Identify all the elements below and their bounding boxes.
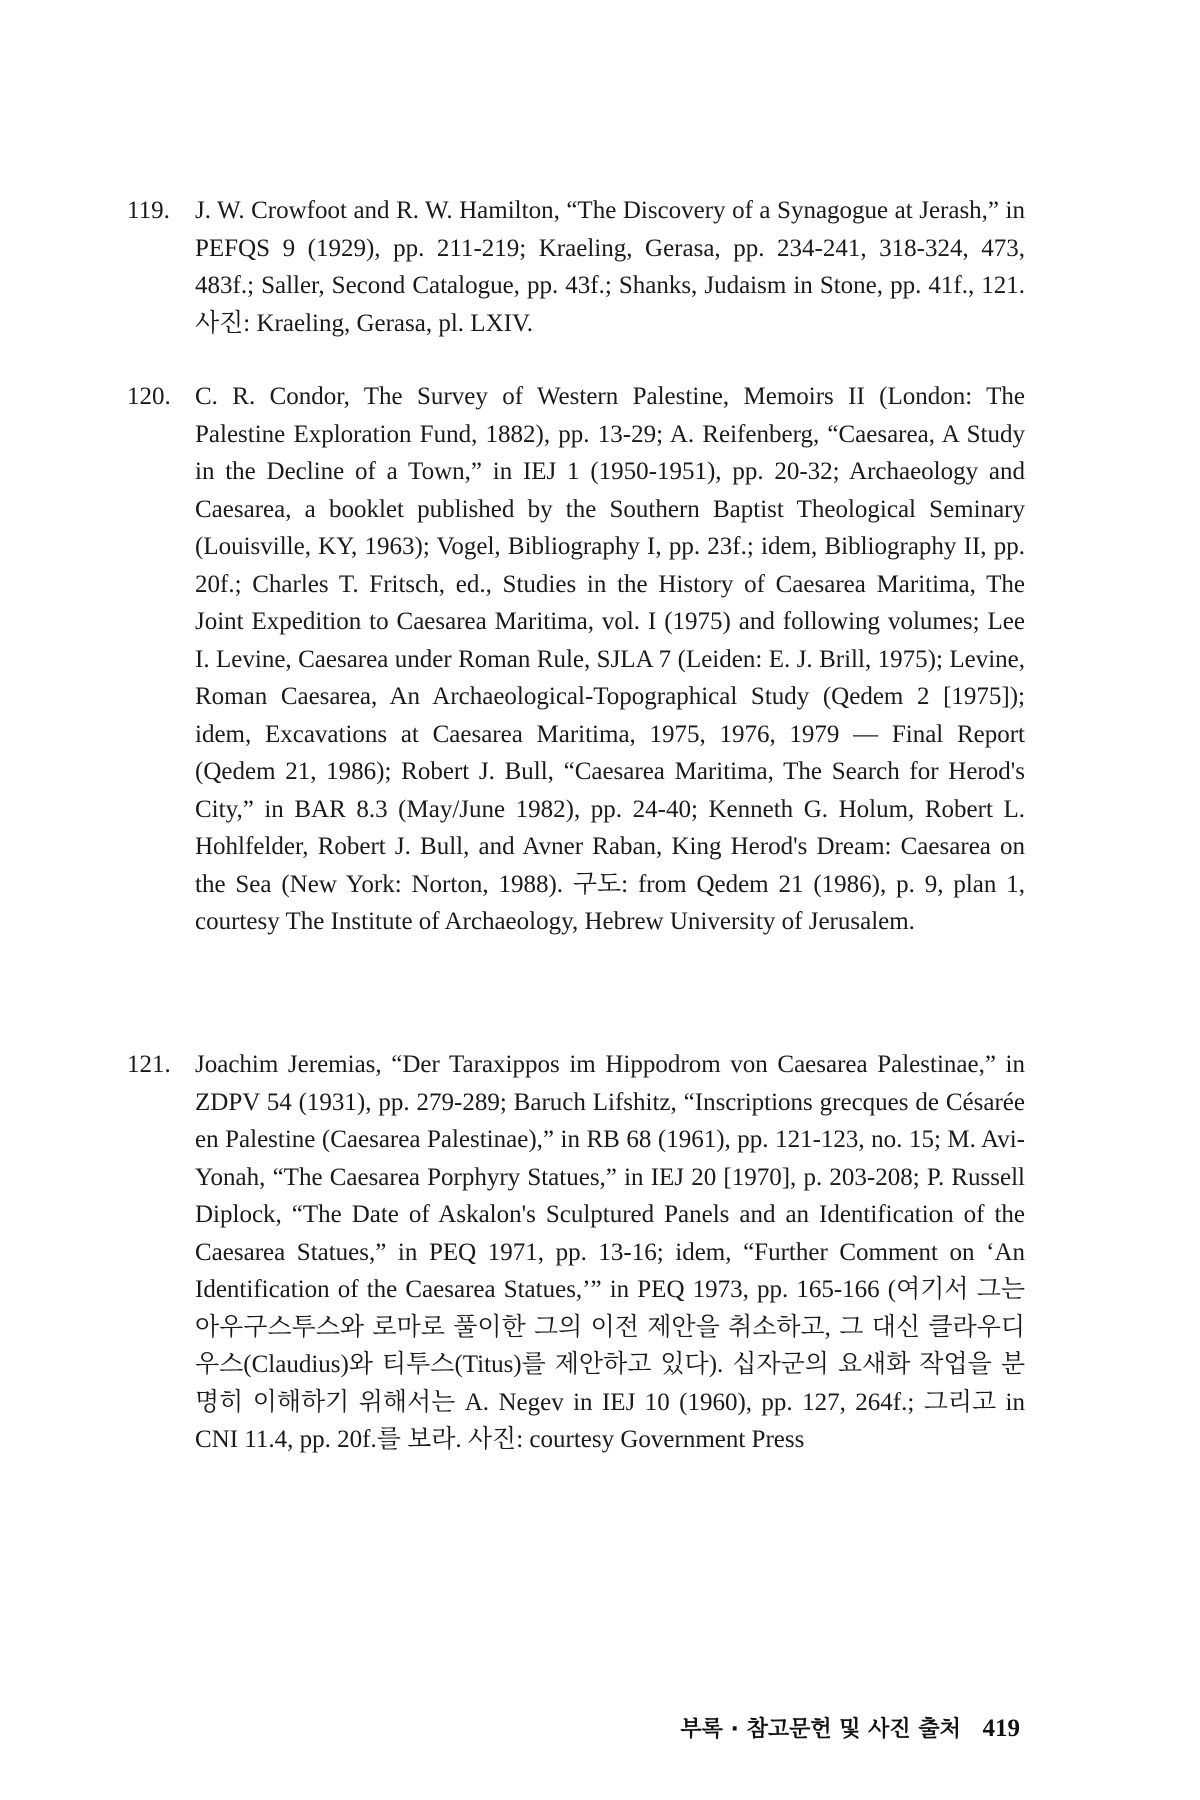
page-number: 419: [982, 1715, 1020, 1742]
endnote-121: [127, 1046, 1025, 1459]
endnote-text: Joachim Jeremias, “Der Taraxippos im Hippodrom von Caesarea Palestinae,” in ZDPV 54 (1931), pp. 279-289; Baruch Lifshitz, “Inscriptions grecques de Césarée en Palestine (Caesarea Palestinae),” in RB 68 (1961), pp. 121-123, no. 15; M. Avi-Yonah, “The Caesarea Porphyry Statues,” in IEJ 20 [1970], p. 203-208; P. Russell Diplock, “The Date of Askalon's Sculptured Panels and an Identification of the Caesarea Statues,” in PEQ 1971, pp. 13-16; idem, “Further Comment on ‘An Identification of the Caesarea Statues,’” in PEQ 1973, pp. 165-166 (여기서 그는 아우구스투스와 로마로 풀이한 그의 이전 제안을 취소하고, 그 대신 클라우디우스(Claudius)와 티투스(Titus)를 제안하고 있다). 십자군의 요새화 작업을 분명히 이해하기 위해서는 A. Negev in IEJ 10 (1960), pp. 127, 264f.; 그리고 in CNI 11.4, pp. 20f.를 보라. 사진: courtesy Government Press: [195, 1051, 1025, 1453]
endnote-number: 120.: [127, 383, 171, 410]
endnote-text: C. R. Condor, The Survey of Western Palestine, Memoirs II (London: The Palestine Exploration Fund, 1882), pp. 13-29; A. Reifenberg, “Caesarea, A Study in the Decline of a Town,” in IEJ 1 (1950-1951), pp. 20-32; Archaeology and Caesarea, a booklet published by the Southern Baptist Theological Seminary (Louisville, KY, 1963); Vogel, Bibliography I, pp. 23f.; idem, Bibliography II, pp. 20f.; Charles T. Fritsch, ed., Studies in the History of Caesarea Maritima, The Joint Expedition to Caesarea Maritima, vol. I (1975) and following volumes; Lee I. Levine, Caesarea under Roman Rule, SJLA 7 (Leiden: E. J. Brill, 1975); Levine, Roman Caesarea, An Archaeological-Topographical Study (Qedem 2 [1975]); idem, Excavations at Caesarea Maritima, 1975, 1976, 1979 — Final Report (Qedem 21, 1986); Robert J. Bull, “Caesarea Maritima, The Search for Herod's City,” in BAR 8.3 (May/June 1982), pp. 24-40; Kenneth G. Holum, Robert L. Hohlfelder, Robert J. Bull, and Avner Raban, King Herod's Dream: Caesarea on the Sea (New York: Norton, 1988). 구도: from Qedem 21 (1986), p. 9, plan 1, courtesy The Institute of Archaeology, Hebrew University of Jerusalem.: [195, 383, 1025, 935]
endnote-text: J. W. Crowfoot and R. W. Hamilton, “The Discovery of a Synagogue at Jerash,” in PEFQS 9 (1929), pp. 211-219; Kraeling, Gerasa, pp. 234-241, 318-324, 473, 483f.; Saller, Second Catalogue, pp. 43f.; Shanks, Judaism in Stone, pp. 41f., 121. 사진: Kraeling, Gerasa, pl. LXIV.: [195, 197, 1025, 337]
endnote-number: 121.: [127, 1051, 171, 1078]
endnote-120: [127, 378, 1025, 941]
endnote-119: [127, 192, 1025, 342]
footer-section-title: 부록 · 참고문헌 및 사진 출처: [680, 1717, 961, 1742]
endnote-number: 119.: [127, 197, 170, 224]
running-footer: [640, 1712, 1020, 1743]
